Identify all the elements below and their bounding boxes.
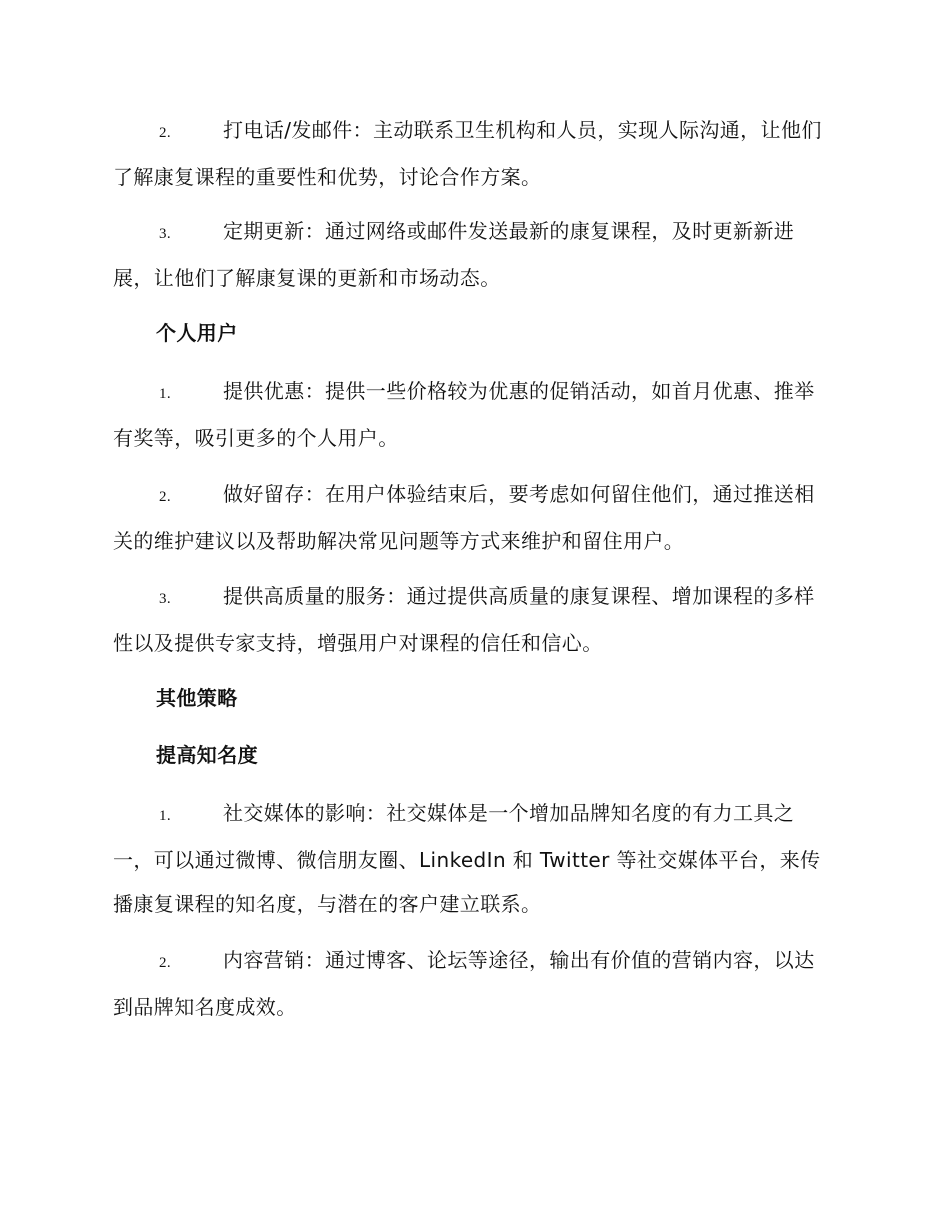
subsection-heading: 提高知名度 — [156, 743, 258, 767]
list-item — [113, 209, 833, 300]
list-item — [113, 791, 833, 926]
section-heading: 个人用户 — [156, 321, 238, 345]
section-heading: 其他策略 — [156, 686, 238, 710]
list-number: 1. — [159, 386, 172, 402]
list-item — [113, 938, 833, 1029]
list-item-text: 提供优惠：提供一些价格较为优惠的促销活动，如首月优惠、推举有奖等，吸引更多的个人用户。 — [113, 379, 815, 450]
list-item — [113, 574, 833, 665]
list-item-text: 做好留存：在用户体验结束后，要考虑如何留住他们，通过推送相关的维护建议以及帮助解决常见问题等方式来维护和留住用户。 — [113, 482, 815, 553]
list-item-text: 定期更新：通过网络或邮件发送最新的康复课程，及时更新新进展，让他们了解康复课的更新和市场动态。 — [113, 219, 795, 290]
list-number: 1. — [159, 808, 172, 824]
list-item — [113, 108, 833, 199]
list-item-text: 提供高质量的服务：通过提供高质量的康复课程、增加课程的多样性以及提供专家支持，增强用户对课程的信任和信心。 — [113, 584, 815, 655]
list-number: 3. — [159, 591, 172, 607]
list-item-text: 内容营销：通过博客、论坛等途径，输出有价值的营销内容，以达到品牌知名度成效。 — [113, 948, 815, 1019]
list-item — [113, 369, 833, 460]
list-number: 2. — [159, 125, 172, 141]
list-number: 2. — [159, 489, 172, 505]
list-item-text: 打电话/发邮件：主动联系卫生机构和人员，实现人际沟通，让他们了解康复课程的重要性和优势，讨论合作方案。 — [113, 118, 822, 189]
list-number: 2. — [159, 955, 172, 971]
list-item — [113, 472, 833, 563]
list-item-text: 社交媒体的影响：社交媒体是一个增加品牌知名度的有力工具之一，可以通过微博、微信朋友圈、LinkedIn 和 Twitter 等社交媒体平台，来传播康复课程的知名度，与潜在的客户建立联系。 — [113, 801, 821, 916]
list-number: 3. — [159, 226, 172, 242]
